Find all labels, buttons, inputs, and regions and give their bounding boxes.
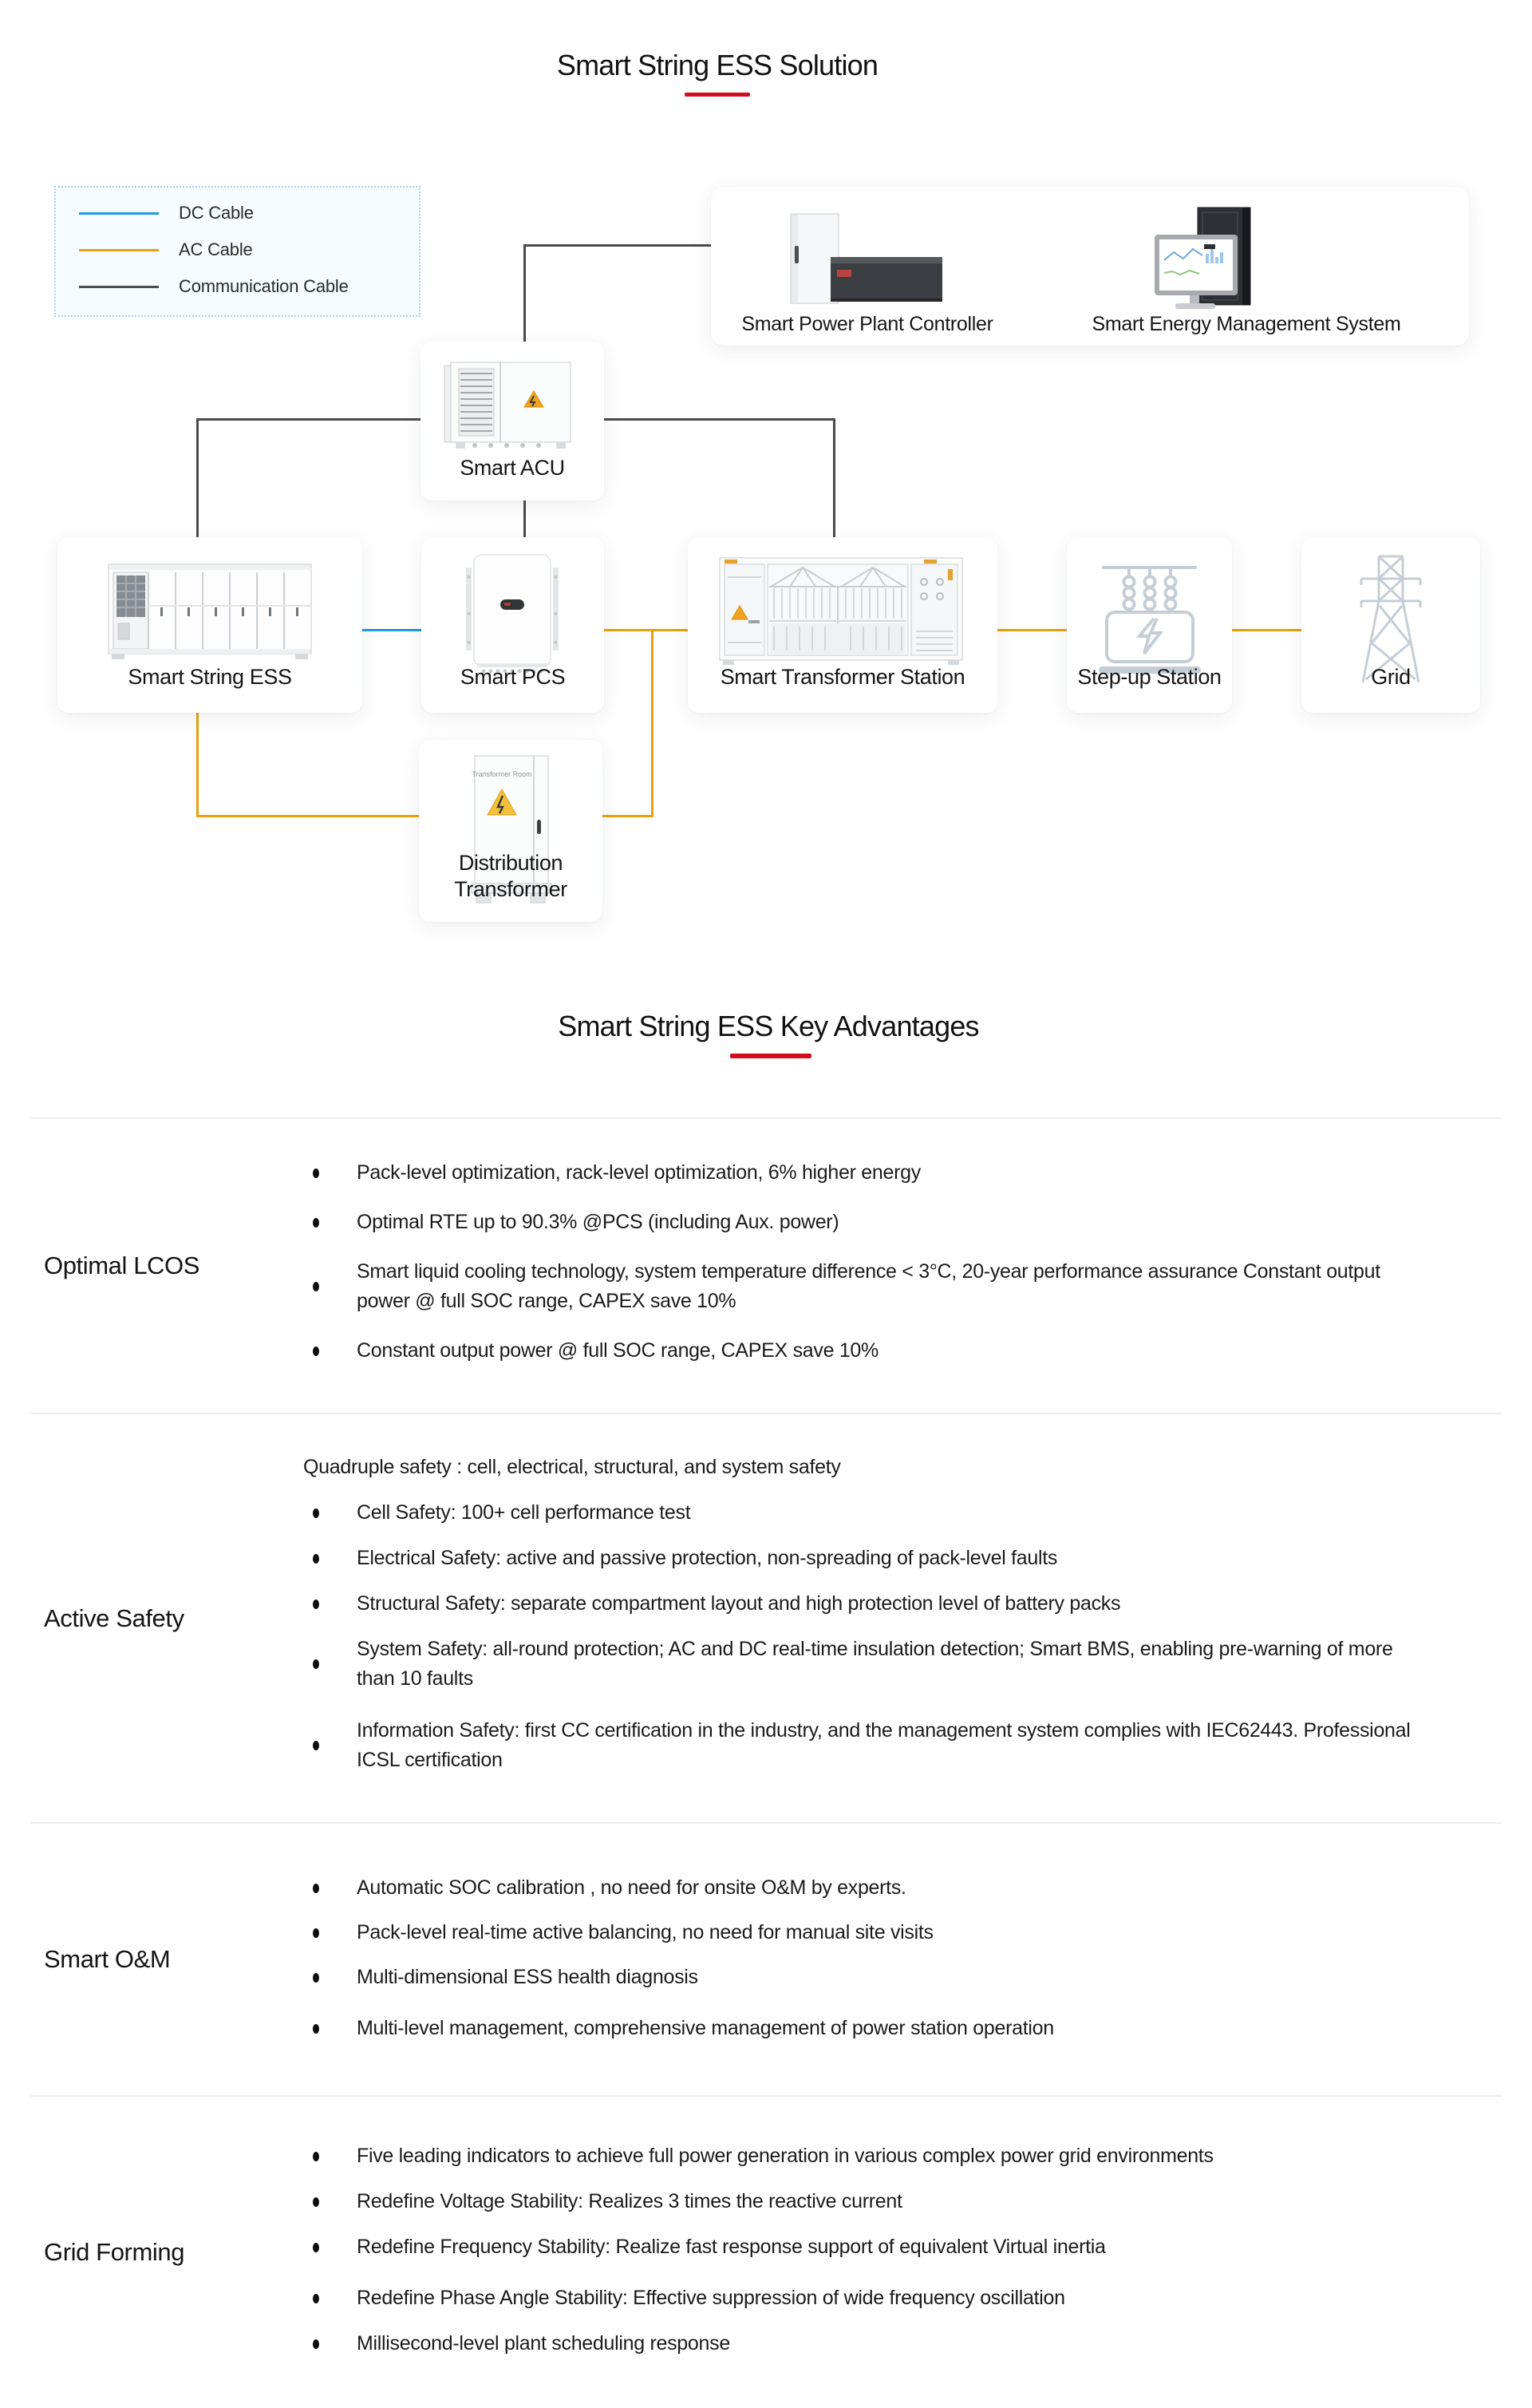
distribution-transformer-card <box>419 740 602 922</box>
management-panel-card <box>711 187 1469 346</box>
bullet-item: Structural Safety: separate compartment layout and high protection level of battery packs <box>303 1589 1508 1619</box>
section-content <box>303 1414 1508 1791</box>
comm-cable-acu-to-pcs <box>523 500 526 538</box>
ac-cable-line-icon <box>79 249 159 251</box>
ac-cable-ess-drop <box>196 713 199 817</box>
transformer-station-container-icon <box>715 550 970 670</box>
ess-card <box>57 537 362 713</box>
bullet-dot-icon <box>313 1741 319 1750</box>
ac-cable-pcs-to-transformer-station <box>604 629 689 631</box>
bullet-item: Redefine Phase Angle Stability: Effective suppression of wide frequency oscillation <box>303 2283 1508 2313</box>
communication-cable-line-icon <box>79 286 159 288</box>
ems-label: Smart Energy Management System <box>1092 313 1401 335</box>
advantages-title: Smart String ESS Key Advantages <box>558 1010 979 1042</box>
distribution-transformer-label: Distribution Transformer <box>454 851 567 901</box>
bullet-dot-icon <box>313 1508 319 1518</box>
bullet-item: Redefine Frequency Stability: Realize fast response support of equivalent Virtual inertia <box>303 2232 1508 2262</box>
ac-cable-stepup-to-grid <box>1232 629 1302 631</box>
legend-item-comm <box>79 277 349 296</box>
section-content <box>303 1824 1508 2058</box>
legend-item-dc <box>79 204 254 223</box>
section-optimal-lcos <box>30 1117 1502 1413</box>
controller-cabinet-device-icon <box>775 208 950 315</box>
section-content <box>303 2097 1508 2374</box>
ess-label: Smart String ESS <box>128 665 292 689</box>
bullet-dot-icon <box>313 2243 319 2252</box>
section-label: Active Safety <box>44 1603 184 1632</box>
legend-label: AC Cable <box>179 239 253 259</box>
bullet-dot-icon <box>313 1659 319 1669</box>
step-up-station-label: Step-up Station <box>1077 665 1222 689</box>
transformer-station-card <box>688 537 997 713</box>
bullet-dot-icon <box>313 1884 319 1893</box>
bullet-dot-icon <box>313 1168 319 1178</box>
ess-battery-container-icon <box>102 555 318 666</box>
bullet-dot-icon <box>313 2197 319 2207</box>
section-intro: Quadruple safety : cell, electrical, structural, and system safety <box>303 1456 841 1478</box>
bullet-dot-icon <box>313 2024 319 2034</box>
bullet-dot-icon <box>313 1599 319 1609</box>
bullet-item: System Safety: all-round protection; AC and DC real-time insulation detection; Smart BMS, enabling pre-warning of more than 10 faults <box>303 1635 1508 1694</box>
bullet-item: Information Safety: first CC certification in the industry, and the management system complies with IEC62443. Professional ICSL certification <box>303 1716 1508 1775</box>
step-up-station-transformer-icon <box>1080 552 1219 679</box>
acu-label: Smart ACU <box>460 456 565 480</box>
section-label: Optimal LCOS <box>44 1251 200 1279</box>
step-up-station-card <box>1067 537 1232 713</box>
bullet-item: Five leading indicators to achieve full power generation in various complex power grid environments <box>303 2141 1508 2171</box>
bullet-item: Multi-level management, comprehensive management of power station operation <box>303 2014 1508 2043</box>
bullet-item: Optimal RTE up to 90.3% @PCS (including Aux. power) <box>303 1208 1508 1237</box>
solution-title: Smart String ESS Solution <box>556 49 879 81</box>
pcs-inverter-icon <box>464 550 560 678</box>
legend-item-ac <box>79 240 253 259</box>
svg-text:Transformer Room: Transformer Room <box>472 770 532 778</box>
bullet-item: Multi-dimensional ESS health diagnosis <box>303 1963 1508 1992</box>
bullet-dot-icon <box>313 1928 319 1938</box>
acu-card <box>421 342 604 500</box>
transformer-station-label: Smart Transformer Station <box>720 665 965 689</box>
legend-label: Communication Cable <box>179 276 349 296</box>
ems-rack-monitor-icon <box>1148 204 1268 316</box>
section-label: Smart O&M <box>44 1945 171 1973</box>
bullet-item: Automatic SOC calibration , no need for onsite O&M by experts. <box>303 1873 1508 1903</box>
legend-label: DC Cable <box>179 203 254 223</box>
section-label: Grid Forming <box>44 2238 185 2266</box>
dc-cable-ess-to-pcs <box>362 629 422 631</box>
bullet-dot-icon <box>313 1554 319 1564</box>
comm-cable-to-ess <box>196 418 199 538</box>
grid-card <box>1301 537 1480 713</box>
bullet-item: Smart liquid cooling technology, system temperature difference < 3°C, 20-year performance assurance Constant output power @ full SOC range, CAPEX save 10% <box>303 1257 1508 1316</box>
section-content <box>303 1119 1508 1386</box>
bullet-item: Redefine Voltage Stability: Realizes 3 times the reactive current <box>303 2187 1508 2216</box>
pcs-label: Smart PCS <box>460 665 566 689</box>
grid-label: Grid <box>1371 665 1411 689</box>
bullet-dot-icon <box>313 2339 319 2349</box>
pcs-card <box>421 537 604 713</box>
bullet-dot-icon <box>313 1218 319 1228</box>
controller-label: Smart Power Plant Controller <box>741 313 993 335</box>
bullet-dot-icon <box>313 2152 319 2161</box>
bullet-item: Electrical Safety: active and passive protection, non-spreading of pack-level faults <box>303 1544 1508 1573</box>
bullet-item: Pack-level real-time active balancing, no need for manual site visits <box>303 1918 1508 1947</box>
ac-cable-ts-to-stepup <box>997 629 1068 631</box>
comm-cable-to-transformer-station <box>833 418 835 538</box>
section-smart-om <box>30 1822 1502 2095</box>
acu-inverter-icon <box>438 358 586 457</box>
bullet-item: Constant output power @ full SOC range, CAPEX save 10% <box>303 1336 1508 1366</box>
bullet-item: Pack-level optimization, rack-level optimization, 6% higher energy <box>303 1158 1508 1188</box>
section-active-safety <box>30 1413 1502 1822</box>
solution-title-underline <box>685 93 750 97</box>
dc-cable-line-icon <box>79 212 159 215</box>
comm-cable-to-controller-panel <box>523 244 711 247</box>
section-grid-forming <box>30 2095 1502 2408</box>
bullet-dot-icon <box>313 2294 319 2303</box>
advantages-title-underline <box>730 1054 811 1058</box>
cable-legend <box>54 186 421 317</box>
bullet-dot-icon <box>313 1973 319 1983</box>
bullet-item: Millisecond-level plant scheduling response <box>303 2329 1508 2359</box>
ac-cable-riser <box>651 629 653 817</box>
bullet-dot-icon <box>313 1282 319 1291</box>
bullet-dot-icon <box>313 1346 319 1356</box>
comm-cable-acu-top <box>523 244 526 342</box>
bullet-item: Cell Safety: 100+ cell performance test <box>303 1498 1508 1528</box>
